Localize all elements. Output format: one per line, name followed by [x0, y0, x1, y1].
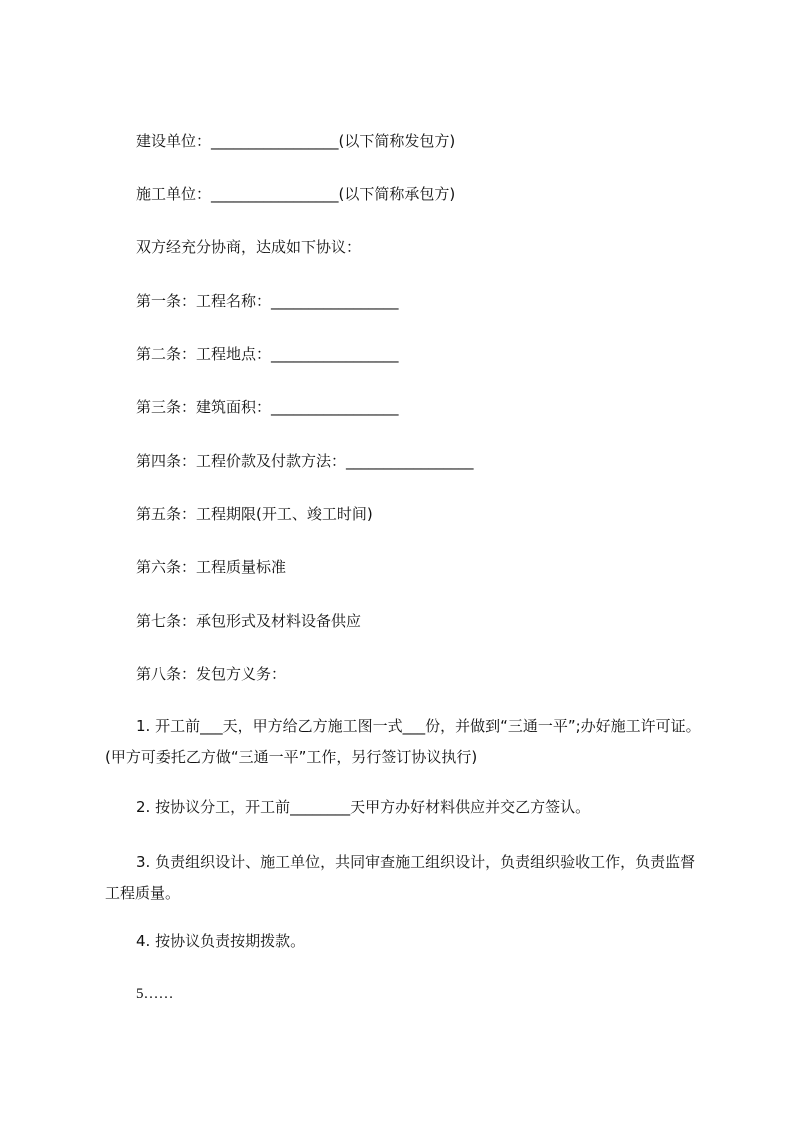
- line-article-1: 第一条：工程名称：_________________: [136, 292, 399, 310]
- paragraph-item-2: 2. 按协议分工，开工前________天甲方办好材料供应并交乙方签认。: [136, 798, 591, 816]
- line-article-6: 第六条：工程质量标准: [136, 558, 287, 576]
- line-article-5: 第五条：工程期限(开工、竣工时间): [136, 505, 373, 523]
- line-contractor-unit: 施工单位：_________________(以下简称承包方): [136, 185, 456, 203]
- line-agreement-intro: 双方经充分协商，达成如下协议：: [136, 238, 362, 256]
- line-article-3: 第三条：建筑面积：_________________: [136, 398, 399, 416]
- paragraph-item-4: 4. 按协议负责按期拨款。: [136, 932, 306, 950]
- line-article-2: 第二条：工程地点：_________________: [136, 345, 399, 363]
- paragraph-item-5: 5……: [136, 986, 174, 1002]
- paragraph-item-3: 3. 负责组织设计、施工单位，共同审查施工组织设计，负责组织验收工作，负责监督工程质量。: [105, 853, 696, 902]
- paragraph-item-1: 1. 开工前___天，甲方给乙方施工图一式___份，并做到“三通一平”;办好施工许可证。(甲方可委托乙方做“三通一平”工作，另行签订协议执行): [105, 717, 701, 766]
- line-construction-unit: 建设单位：_________________(以下简称发包方): [136, 132, 456, 150]
- line-article-4: 第四条：工程价款及付款方法：_________________: [136, 452, 474, 470]
- line-article-8: 第八条：发包方义务：: [136, 665, 287, 683]
- line-article-7: 第七条：承包形式及材料设备供应: [136, 612, 362, 630]
